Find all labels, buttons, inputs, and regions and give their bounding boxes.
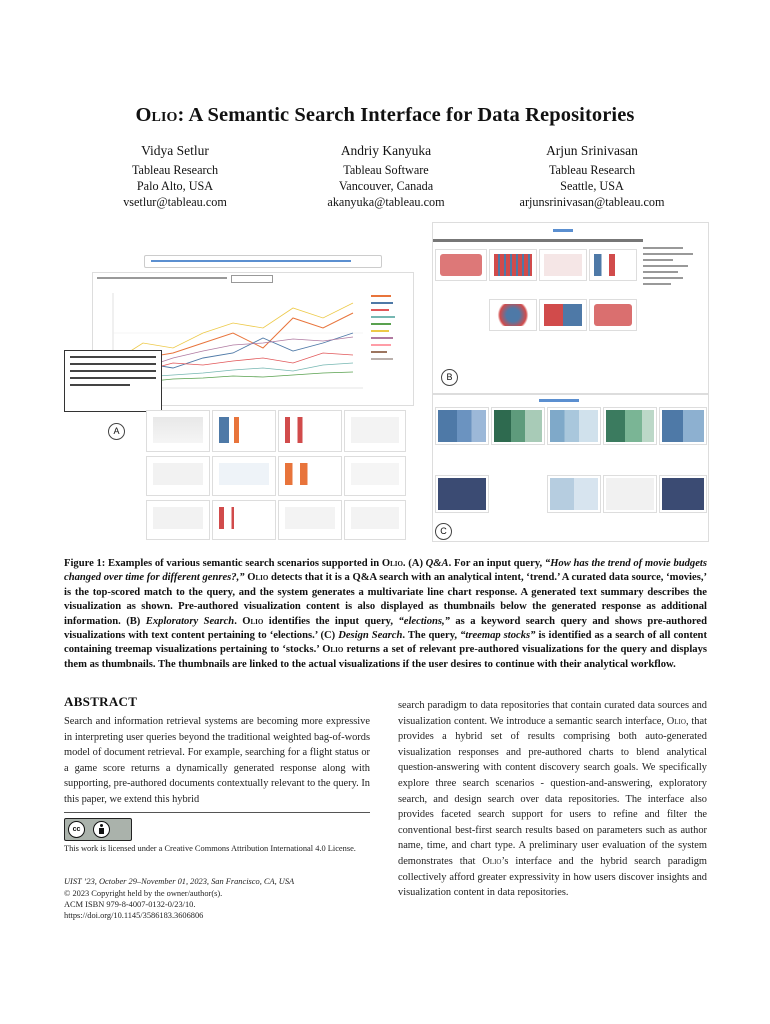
author-email: vsetlur@tableau.com [123,195,227,209]
thumbnail[interactable] [146,456,210,496]
text-summary-box [64,350,162,412]
author-block-2 [271,143,501,210]
title-rest: : A Semantic Search Interface for Data Repositories [177,104,635,126]
author-name: Arjun Srinivasan [546,143,638,158]
thumbnail[interactable] [146,410,210,452]
thumbnail-treemap[interactable] [659,475,707,513]
author-affiliation: Tableau Software [343,163,429,177]
cc-by-logo [64,818,132,841]
panel-b [432,222,709,394]
thumbnail-treemap[interactable] [547,407,601,445]
caption-text: detects that it is a Q&A search with an analytical intent, ‘trend.’ A curated data source, ‘movies,’ is the top-scored match to the query, and the system generates a multivariate line chart response. A generated text summary describes the visualization as shown. Pre-authored visualization content is also displayed as thumbnails below the generated response as additional information. (B) [64,572,707,627]
thumbnail-treemap[interactable] [603,475,657,513]
thumbnail[interactable] [539,299,587,331]
thumbnail[interactable] [344,500,406,540]
panel-a-query-text [151,260,351,262]
caption-olio: Olio [242,615,264,627]
author-location: Palo Alto, USA [136,179,214,193]
author-affiliation: Tableau Research [131,163,219,177]
title-olio: Olio [135,104,178,126]
abstract-olio: Olio [666,715,686,727]
panel-a-thumbnails [146,410,404,540]
facet-filter-panel[interactable] [643,243,703,353]
thumbnail-treemap[interactable] [491,407,545,445]
abstract-left-column: Search and information retrieval systems are becoming more expressive in interpreting user queries beyond the traditional weighted bag-of-words model of document retrieval. For example, searching for a flight status or a game score returns a dynamically generated response along with supporting, pre-authored documents contextually relevant to the query. In this paper, we extend this hybrid [64,716,370,805]
caption-text: as a keyword search query and shows pre-authored visualizations with text content pertaining to ‘elections.’ (C) [64,615,708,642]
abstract-right-column [398,698,707,901]
license-divider [64,812,370,813]
caption-text: is identified as a search of all content containing treemap visualizations pertaining to ‘stocks.’ [64,630,707,656]
caption-query-2: “elections,” [398,615,450,627]
caption-olio: Olio [247,572,269,584]
caption-exploratory: Exploratory Search [145,615,235,627]
caption-query-1: “How has the trend of movie budgets changed over time for different genres?,” [64,558,707,584]
panel-a [64,242,406,540]
thumbnail[interactable] [589,249,637,281]
panel-b-heading [433,239,643,242]
thumbnail[interactable] [278,500,342,540]
attribution-icon [93,821,110,838]
caption-text: returns a set of relevant pre-authored visualizations for the query and displays them as thumbnails. The thumbnails are linked to the actual visualizations if the user desires to continue with their analytical workflow. [64,644,707,670]
caption-text: . [234,615,243,627]
abstract-heading: ABSTRACT [64,694,138,709]
figure-caption [64,557,707,672]
caption-text: Figure 1: Examples of various semantic search scenarios supported in [64,558,382,569]
caption-text: identifies the input query, [263,615,399,627]
license-text: This work is licensed under a Creative Commons Attribution International 4.0 License. [64,844,356,853]
author-email: akanyuka@tableau.com [327,195,445,209]
panel-label-c: C [435,523,452,540]
author-block-1 [60,143,290,210]
copyright-text: © 2023 Copyright held by the owner/author(s). [64,889,223,898]
thumbnail-treemap[interactable] [547,475,601,513]
doi-link[interactable]: https://doi.org/10.1145/3586183.3606806 [64,911,204,920]
thumbnail-treemap[interactable] [435,475,489,513]
thumbnail-map[interactable] [589,299,637,331]
thumbnail-treemap[interactable] [659,407,707,445]
caption-text: . The query, [402,630,461,642]
thumbnail[interactable] [278,456,342,496]
thumbnail[interactable] [146,500,210,540]
venue-text: UIST ’23, October 29–November 01, 2023, San Francisco, CA, USA [64,877,295,886]
author-location: Vancouver, Canada [338,179,434,193]
chart-legend [371,295,401,385]
abstract-text: ’s interface and the hybrid search paradigm collectively afford greater expressivity in how users discover insights and visualization content in data repositories. [398,855,707,899]
panel-c-query [539,399,579,402]
isbn-text: ACM ISBN 979-8-4007-0132-0/23/10. [64,900,196,909]
author-block-3 [477,143,707,210]
caption-text: . (A) [402,558,426,569]
abstract-text: search paradigm to data repositories that contain curated data sources and visualization content. We introduce a semantic search interface, [398,700,707,727]
panel-c [432,394,709,542]
caption-qa: Q&A [425,558,449,569]
panel-b-query [553,229,573,232]
thumbnail[interactable] [489,249,537,281]
paper-title [0,104,770,127]
caption-olio: Olio [322,644,344,656]
abstract-olio: Olio [482,855,502,867]
thumbnail[interactable] [212,410,276,452]
panel-label-a: A [108,423,125,440]
thumbnail[interactable] [212,456,276,496]
thumbnail[interactable] [489,299,537,331]
thumbnail-map[interactable] [435,249,487,281]
thumbnail[interactable] [344,456,406,496]
author-name: Andriy Kanyuka [340,143,432,158]
thumbnail[interactable] [539,249,587,281]
thumbnail-treemap[interactable] [603,407,657,445]
thumbnail[interactable] [278,410,342,452]
author-email: arjunsrinivasan@tableau.com [519,195,665,209]
author-name: Vidya Setlur [141,143,209,158]
teaser-figure [64,222,707,540]
panel-label-b: B [441,369,458,386]
caption-olio: Olio [381,558,403,569]
panel-a-search-box[interactable] [144,255,382,268]
author-location: Seattle, USA [560,179,624,193]
cc-icon: cc [68,821,85,838]
thumbnail[interactable] [344,410,406,452]
thumbnail-treemap[interactable] [435,407,489,445]
thumbnail[interactable] [212,500,276,540]
author-affiliation: Tableau Research [548,163,636,177]
caption-query-3: “treemap stocks” [460,630,536,642]
caption-design: Design Search [338,630,403,642]
abstract-text: , that provides a hybrid set of results comprising both auto-generated visualization responses and pre-authored charts to blend analytical question-answering with content discovery search goals. We specifically explore three search scenarios - question-and-answering, exploratory search, and design search over data repositories. The interface also provides faceted search support for users to refine and filter the conventional best-first search results based on parameters such as author name, time, and chart type. A preliminary user evaluation of the system demonstrates that [398,715,707,867]
caption-text: . For an input query, [448,558,545,569]
